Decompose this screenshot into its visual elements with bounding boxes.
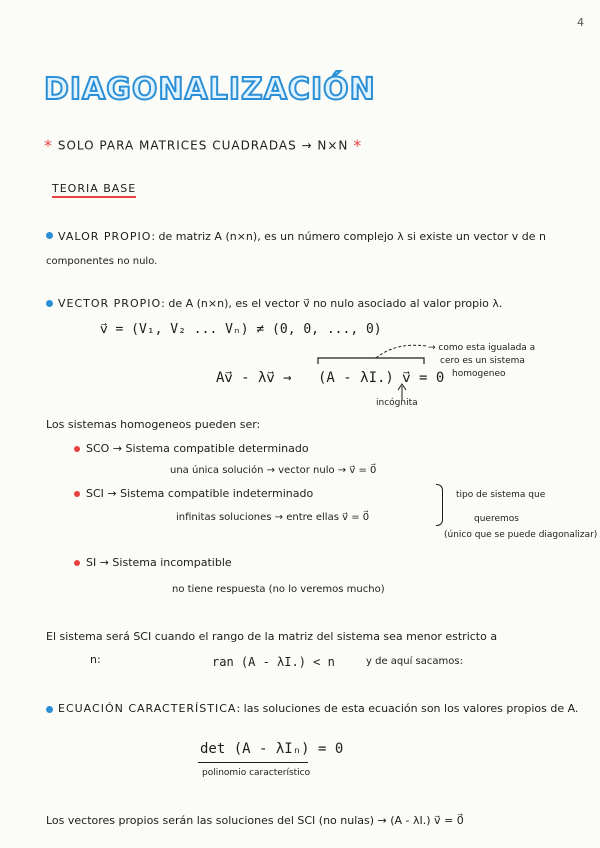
valor-propio-term: VALOR PROPIO (58, 230, 152, 243)
homogeneous-annotation-2: cero es un sistema (440, 356, 525, 366)
incognita-label: incógnita (376, 398, 418, 408)
valor-propio-definition: : de matriz A (n×n), es un número complejo λ si existe un vector v de n (151, 230, 546, 243)
star-icon: * (353, 136, 363, 155)
vector-propio-term: VECTOR PROPIO (58, 297, 162, 310)
section-title: TEORIA BASE (52, 182, 136, 198)
sco-title: SCO → Sistema compatible determinado (86, 442, 309, 455)
char-eq-term: ECUACIÓN CARACTERÍSTICA (58, 702, 237, 715)
homogeneous-annotation-3: homogeneo (452, 369, 506, 379)
char-eq-line (58, 702, 578, 715)
char-eq-underline (198, 762, 308, 763)
si-detail: no tiene respuesta (no lo veremos mucho) (172, 584, 385, 595)
page-number: 4 (577, 16, 584, 29)
sci-detail: infinitas soluciones → entre ellas v⃗ = 0⃗ (176, 512, 370, 523)
sci-brace (436, 484, 443, 526)
bullet-icon (46, 706, 53, 713)
sci-title: SCI → Sistema compatible indeterminado (86, 487, 314, 500)
bullet-icon (74, 446, 80, 452)
page-title: DIAGONALIZACIÓN (44, 72, 376, 107)
bullet-icon (46, 232, 53, 239)
vector-propio-line1 (58, 297, 502, 310)
bullet-icon (74, 491, 80, 497)
char-eq-definition: : las soluciones de esta ecuación son los valores propios de A. (236, 702, 579, 715)
sci-side-note-3: (único que se puede diagonalizar) (444, 530, 598, 540)
char-poly-label: polinomio característico (202, 768, 311, 778)
homogeneous-annotation-1: → como esta igualada a (428, 343, 536, 353)
rank-text-line2: n: (90, 653, 101, 666)
rank-text-line1: El sistema será SCI cuando el rango de la matriz del sistema sea menor estricto a (46, 630, 498, 643)
final-line: Los vectores propios serán las soluciones del SCI (no nulas) → (A - λI.) v⃗ = 0⃗ (46, 814, 464, 827)
valor-propio-line2: componentes no nulo. (46, 256, 158, 267)
rank-text-line3: y de aquí sacamos: (366, 656, 463, 667)
eigen-equation-left: Av⃗ - λv⃗ → (216, 370, 292, 386)
si-title: SI → Sistema incompatible (86, 556, 232, 569)
bullet-icon (46, 300, 53, 307)
eigen-equation-right: (A - λI.) v⃗ = 0 (318, 370, 445, 386)
char-eq-formula: det (A - λIₙ) = 0 (200, 741, 344, 757)
vector-propio-definition: : de A (n×n), es el vector v⃗ no nulo asociado al valor propio λ. (161, 297, 503, 310)
sci-side-note-1: tipo de sistema que (456, 490, 546, 500)
valor-propio-line1 (58, 230, 546, 243)
sco-detail: una única solución → vector nulo → v⃗ = 0⃗ (170, 465, 377, 476)
vector-components: v⃗ = (V₁, V₂ ... Vₙ) ≠ (0, 0, ..., 0) (100, 322, 382, 337)
rank-formula: ran (A - λI.) < n (212, 655, 335, 669)
matrix-note-text: SOLO PARA MATRICES CUADRADAS → N×N (57, 138, 349, 153)
matrix-note (44, 136, 362, 155)
sci-side-note-2: queremos (474, 514, 519, 524)
equation-arrows (316, 338, 436, 404)
systems-intro: Los sistemas homogeneos pueden ser: (46, 418, 261, 431)
bullet-icon (74, 560, 80, 566)
star-icon: * (44, 136, 53, 155)
